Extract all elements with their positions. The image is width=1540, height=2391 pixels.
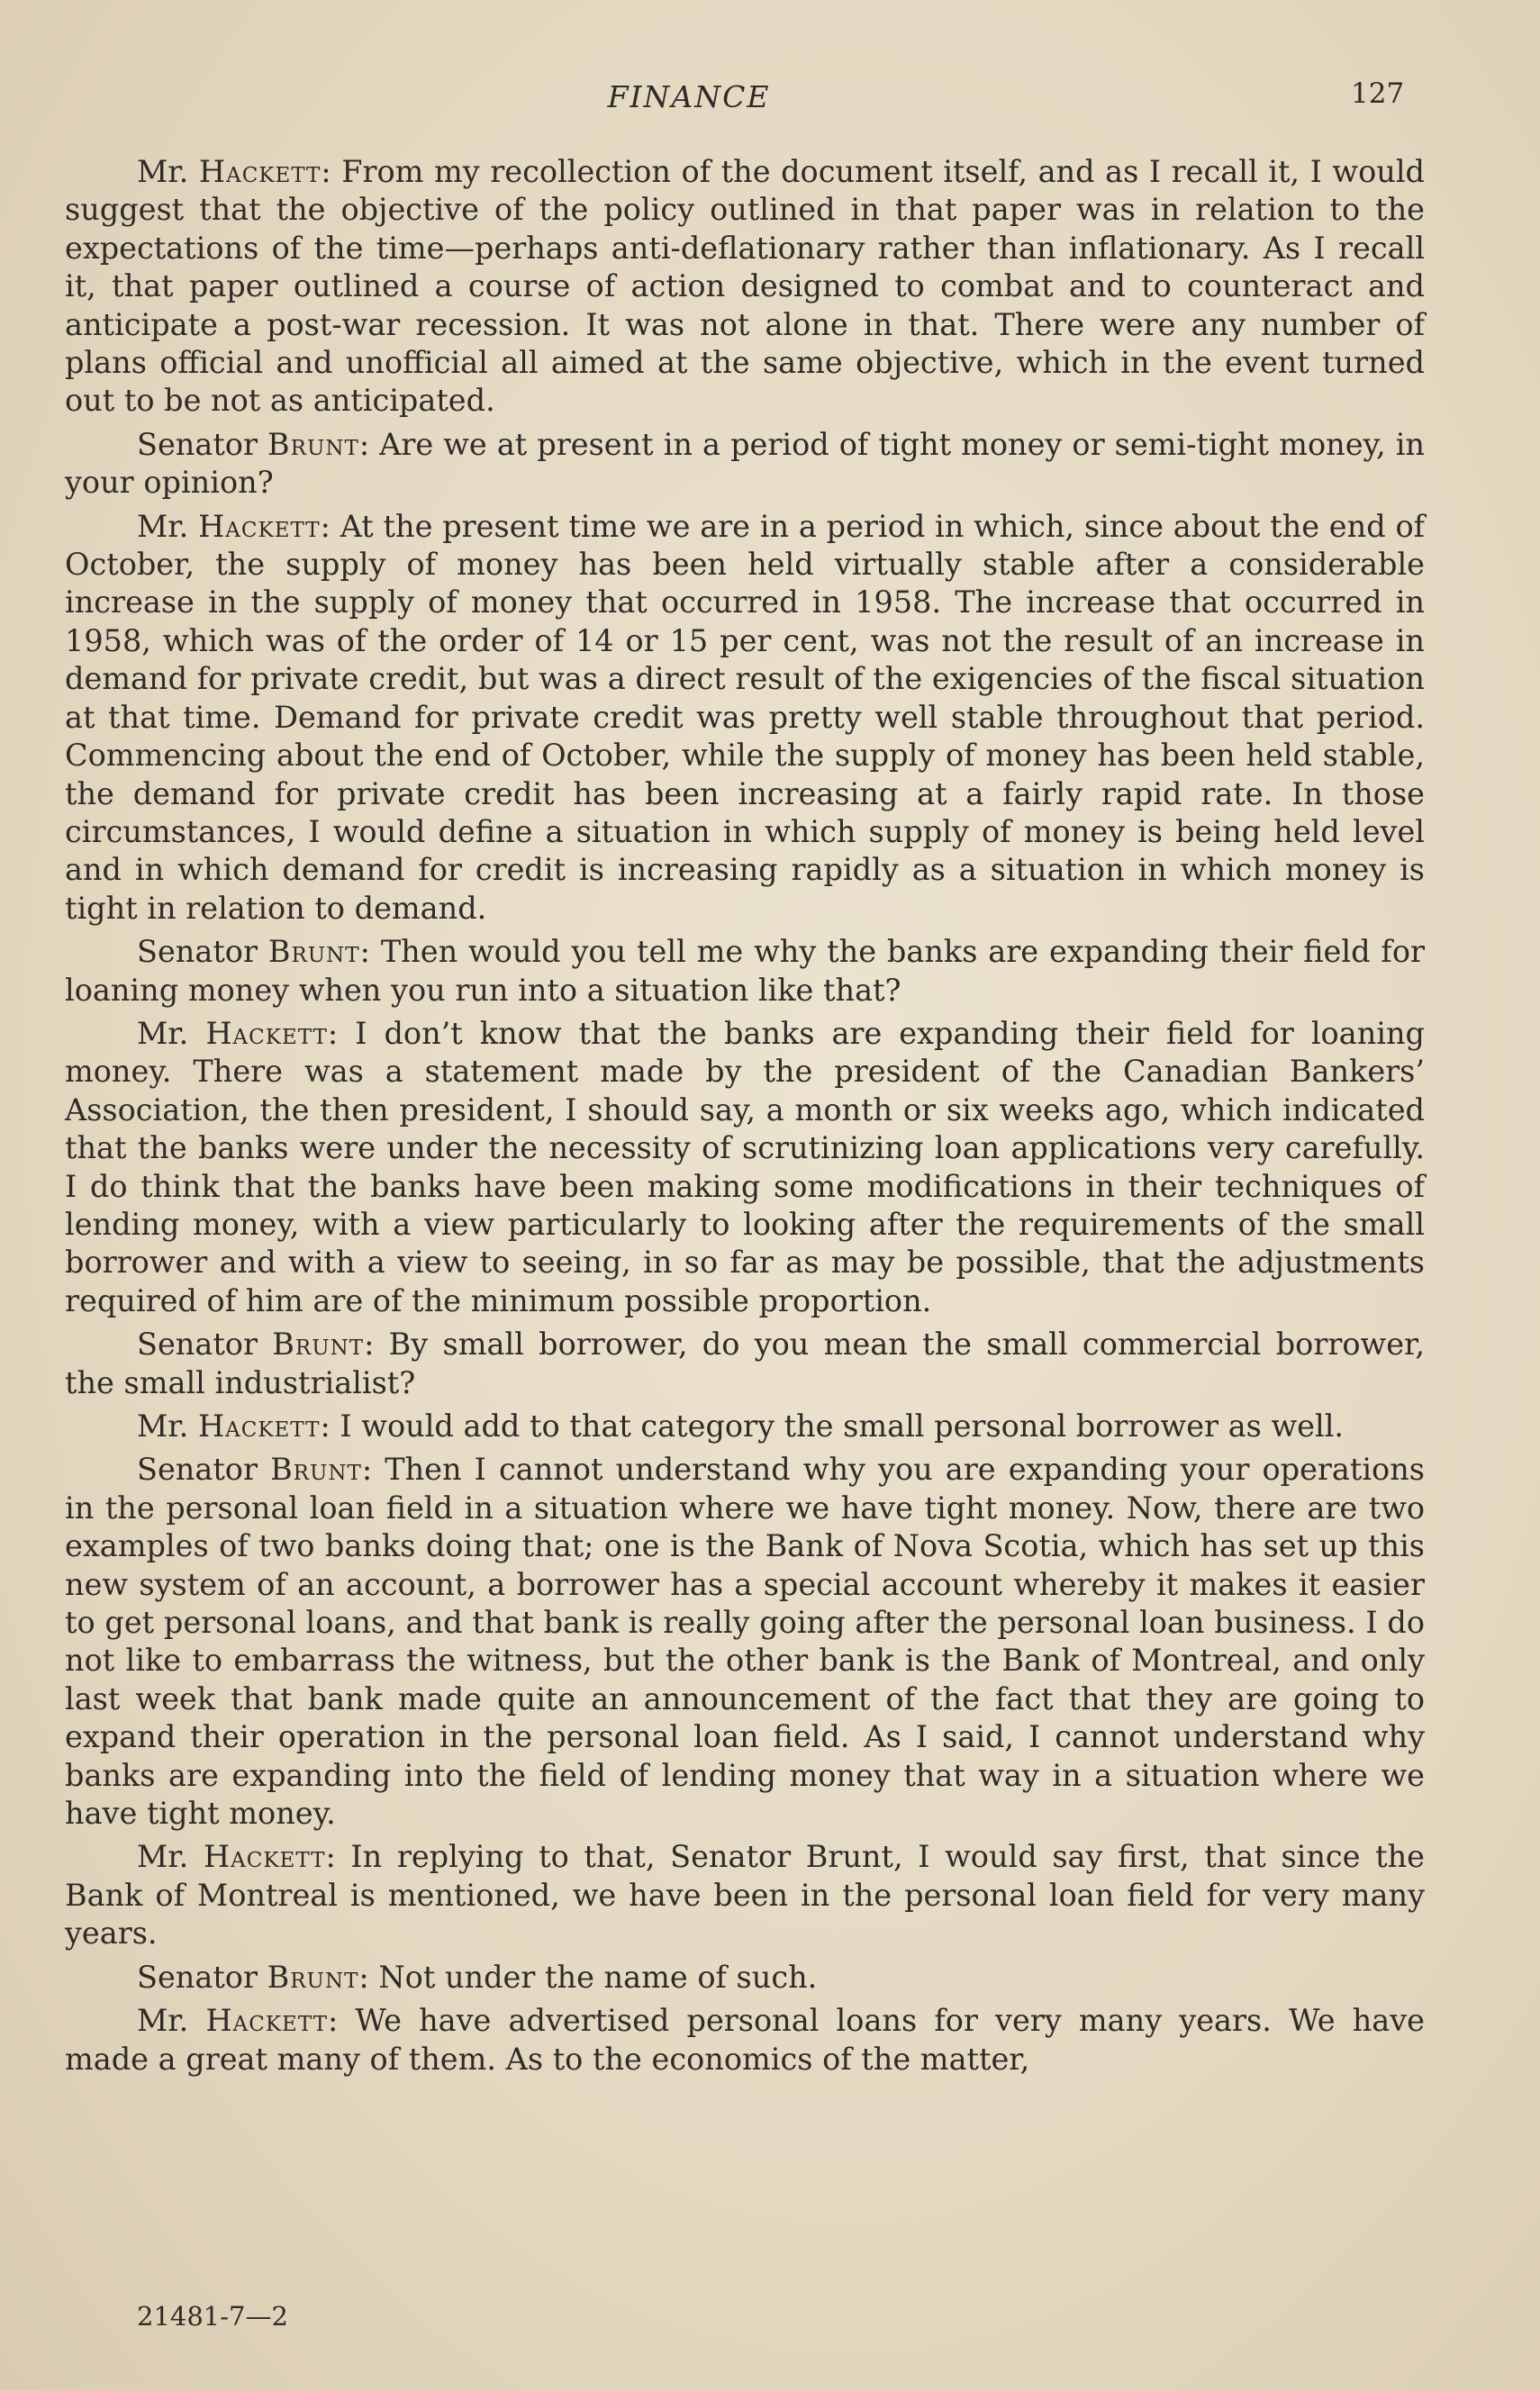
paragraph-text: At the present time we are in a period in which, since about the end of October, the supply of money has been held virtually stable after a considerable increase in the supply of money that occurred in 1958. The increase that occurred in 1958, which was of the order of 14 or 15 per cent, was not the result of an increase in demand for private credit, but was a direct result of the exigencies of the fiscal situation at that time. Demand for private credit was pretty well stable throughout that period. Commencing about the end of October, while the supply of money has been held stable, the demand for private credit has been increasing at a fairly rapid rate. In those circumstances, I would define a situation in which supply of money is being held level and in which demand for credit is increasing rapidly as a situation in which money is tight in relation to demand. <box>65 508 1426 926</box>
page-number: 127 <box>1351 77 1405 110</box>
paragraph-text: Not under the name of such. <box>378 1959 818 1995</box>
speaker-title: Senator <box>137 1452 258 1488</box>
paragraph-text: In replying to that, Senator Brunt, I would say first, that since the Bank of Montreal is mentioned, we have been in the personal loan field for very many years. <box>65 1839 1426 1952</box>
paragraph-text: We have advertised personal loans for very many years. We have made a great many of them. As to the economics of the matter, <box>65 2003 1425 2077</box>
speaker-name: Hackett <box>203 1839 326 1875</box>
speaker-name: Brunt <box>267 426 359 462</box>
speaker-name: Brunt <box>267 934 360 970</box>
speaker-name: Brunt <box>270 1452 362 1488</box>
paragraph-text: Then I cannot understand why you are expanding your operations in the personal loan field in a situation where we have tight money. Now, there are two examples of two banks doing that; one is the Bank of Nova Scotia, which has set up this new system of an account, a borrower has a special account whereby it makes it easier to get personal loans, and that bank is really going after the personal loan business. I do not like to embarrass the witness, but the other bank is the Bank of Montreal, and only last week that bank made quite an announcement of the fact that they are going to expand their operation in the personal loan field. As I said, I cannot understand why banks are expanding into the field of lending money that way in a situation where we have tight money. <box>65 1452 1425 1832</box>
paragraph: Mr. Hackett: I would add to that category the small personal borrower as well. <box>137 1408 1345 1444</box>
paragraph: Senator Brunt: Are we at present in a period of tight money or semi-tight money, in your opinion? <box>65 426 1425 501</box>
paragraph: Mr. Hackett: From my recollection of the document itself, and as I recall it, I would suggest that the objective of the policy outlined in that paper was in relation to the expectations of the time—perhaps anti-deflationary rather than inflationary. As I recall it, that paper outlined a course of action designed to combat and to counteract and anticipate a post-war recession. It was not alone in that. There were any number of plans official and unofficial all aimed at the same objective, which in the event turned out to be not as anticipated. <box>65 154 1426 419</box>
speaker-title: Senator <box>137 1959 258 1995</box>
paragraph-text: From my recollection of the document itself, and as I recall it, I would suggest that the objective of the policy outlined in that paper was in relation to the expectations of the time—perhaps anti-deflationary rather than inflationary. As I recall it, that paper outlined a course of action designed to combat and to counteract and anticipate a post-war recession. It was not alone in that. There were any number of plans official and unofficial all aimed at the same objective, which in the event turned out to be not as anticipated. <box>65 154 1426 419</box>
speaker-name: Hackett <box>205 2003 328 2039</box>
speaker-title: Mr. <box>137 1839 189 1875</box>
speaker-name: Hackett <box>198 508 321 544</box>
speaker-title: Mr. <box>137 1408 189 1444</box>
paragraph-text: Then would you tell me why the banks are expanding their field for loaning money when you run into a situation like that? <box>65 934 1425 1008</box>
speaker-title: Senator <box>137 426 258 462</box>
paragraph: Senator Brunt: Then I cannot understand why you are expanding your operations in the personal loan field in a situation where we have tight money. Now, there are two examples of two banks doing that; one is the Bank of Nova Scotia, which has set up this new system of an account, a borrower has a special account whereby it makes it easier to get personal loans, and that bank is really going after the personal loan business. I do not like to embarrass the witness, but the other bank is the Bank of Montreal, and only last week that bank made quite an announcement of the fact that they are going to expand their operation in the personal loan field. As I said, I cannot understand why banks are expanding into the field of lending money that way in a situation where we have tight money. <box>65 1452 1425 1832</box>
paragraph-text: Are we at present in a period of tight money or semi-tight money, in your opinion? <box>65 426 1425 501</box>
paragraph: Senator Brunt: Not under the name of such. <box>137 1959 818 1995</box>
speaker-name: Hackett <box>198 154 322 189</box>
speaker-title: Mr. <box>137 2003 189 2039</box>
speaker-title: Mr. <box>137 1015 189 1051</box>
paragraph-text: By small borrower, do you mean the small commercial borrower, the small industrialist? <box>65 1327 1425 1400</box>
paragraph: Senator Brunt: By small borrower, do you mean the small commercial borrower, the small industrialist? <box>65 1327 1425 1400</box>
paragraph-text: I would add to that category the small personal borrower as well. <box>340 1408 1345 1444</box>
speaker-title: Senator <box>137 1327 258 1363</box>
transcript-body <box>65 153 1425 2084</box>
paragraph: Senator Brunt: Then would you tell me why the banks are expanding their field for loaning money when you run into a situation like that? <box>65 934 1425 1008</box>
speaker-name: Brunt <box>267 1959 359 1995</box>
speaker-name: Brunt <box>272 1327 365 1363</box>
speaker-name: Hackett <box>205 1015 328 1051</box>
paragraph: Mr. Hackett: We have advertised personal loans for very many years. We have made a great many of them. As to the economics of the matter, <box>65 2003 1425 2077</box>
speaker-title: Mr. <box>137 154 189 189</box>
speaker-title: Mr. <box>137 508 189 544</box>
paragraph: Mr. Hackett: In replying to that, Senator Brunt, I would say first, that since the Bank of Montreal is mentioned, we have been in the personal loan field for very many years. <box>65 1839 1426 1952</box>
paragraph-text: I don’t know that the banks are expanding their field for loaning money. There was a statement made by the president of the Canadian Bankers’ Association, the then president, I should say, a month or six weeks ago, which indicated that the banks were under the necessity of scrutinizing loan applications very carefully. I do think that the banks have been making some modifications in their techniques of lending money, with a view particularly to looking after the requirements of the small borrower and with a view to seeing, in so far as may be possible, that the adjustments required of him are of the minimum possible proportion. <box>65 1015 1426 1318</box>
footer-print-code: 21481-7—2 <box>137 2301 288 2332</box>
paragraph: Mr. Hackett: I don’t know that the banks are expanding their field for loaning money. There was a statement made by the president of the Canadian Bankers’ Association, the then president, I should say, a month or six weeks ago, which indicated that the banks were under the necessity of scrutinizing loan applications very carefully. I do think that the banks have been making some modifications in their techniques of lending money, with a view particularly to looking after the requirements of the small borrower and with a view to seeing, in so far as may be possible, that the adjustments required of him are of the minimum possible proportion. <box>65 1015 1426 1318</box>
running-header-title: FINANCE <box>607 79 771 114</box>
speaker-title: Senator <box>137 934 258 970</box>
paragraph: Mr. Hackett: At the present time we are in a period in which, since about the end of October, the supply of money has been held virtually stable after a considerable increase in the supply of money that occurred in 1958. The increase that occurred in 1958, which was of the order of 14 or 15 per cent, was not the result of an increase in demand for private credit, but was a direct result of the exigencies of the fiscal situation at that time. Demand for private credit was pretty well stable throughout that period. Commencing about the end of October, while the supply of money has been held stable, the demand for private credit has been increasing at a fairly rapid rate. In those circumstances, I would define a situation in which supply of money is being held level and in which demand for credit is increasing rapidly as a situation in which money is tight in relation to demand. <box>65 508 1426 926</box>
speaker-name: Hackett <box>197 1408 321 1444</box>
